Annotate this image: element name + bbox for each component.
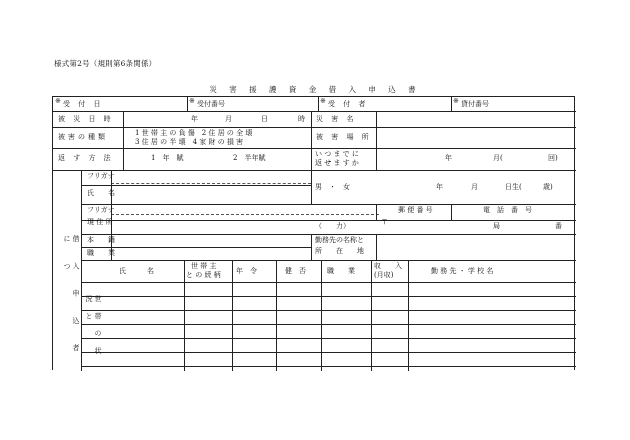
unit-year: 年 (191, 115, 198, 123)
birth-year-unit: 年 (436, 183, 443, 191)
note-mark: ※ (55, 97, 61, 105)
until-label-1: い つ ま で に (315, 150, 359, 158)
employer-label-1: 勤務先の名称と (315, 236, 364, 244)
col-relation-1: 世 帯 主 (191, 262, 217, 270)
unit-month: 月 (225, 115, 232, 123)
col-job: 職 業 (327, 267, 355, 275)
applicant-side-label: 借 入 申 込 者 に つ (63, 235, 80, 360)
form-code: 様式第2号（規則第6条関係） (54, 59, 157, 68)
phone-label: 電 話 番 号 (483, 206, 532, 214)
col-relation-2: と の 続 柄 (186, 271, 221, 279)
postal-mark: 〒 (381, 218, 388, 226)
gender-label: 男 ・ 女 (315, 183, 350, 191)
seal-mark: （ 力） (315, 222, 350, 230)
col-age: 年 令 (236, 267, 257, 275)
received-date-label: 受 付 日 (63, 100, 104, 108)
col-income-2: (月収) (374, 271, 394, 279)
birth-day-unit: 日生( (505, 183, 522, 191)
address-label: 現 住 所 (87, 218, 113, 226)
age-unit: 歳) (543, 183, 553, 191)
birth-month-unit: 月 (471, 183, 478, 191)
form-title: 災 害 援 護 資 金 借 入 申 込 書 (209, 85, 421, 94)
station-unit: 局 (493, 222, 500, 230)
note-mark: ※ (320, 97, 326, 105)
unit-hour: 時 (298, 115, 305, 123)
col-income-1: 収 入 (374, 262, 402, 270)
application-form (52, 96, 575, 370)
loan-number-label: 貸付番号 (461, 100, 489, 108)
unit-day: 日 (261, 115, 268, 123)
name-label: 氏 名 (87, 189, 115, 197)
damage-options-line2: 3 住 居 の 半 壊 4 家 財 の 損 害 (135, 138, 244, 146)
furigana-label: フリガナ (87, 172, 115, 180)
repay-times-unit: 回) (548, 154, 558, 162)
domicile-label: 本 籍 (87, 236, 115, 244)
receiver-label: 受 付 者 (328, 100, 369, 108)
repay-month-unit: 月( (493, 154, 503, 162)
col-school: 勤 務 先 ・ 学 校 名 (431, 267, 494, 275)
note-mark: ※ (189, 97, 195, 105)
repay-option-annual: 1 年 賦 (151, 154, 184, 162)
repay-method-label: 返 す 方 法 (58, 154, 114, 162)
until-label-2: 返 せ ま す か (315, 159, 359, 167)
damage-options-line1: 1 世 帯 主 の 負 傷 2 住 居 の 全 壊 (135, 129, 253, 137)
note-mark: ※ (453, 97, 459, 105)
damage-place-label: 被 害 場 所 (316, 133, 372, 141)
postal-code-label: 郵 便 番 号 (398, 206, 433, 214)
occupation-label: 職 業 (87, 249, 115, 257)
furigana2-label: フリガナ (87, 206, 115, 214)
repay-option-semiannual: 2 半年賦 (233, 154, 266, 162)
disaster-name-label: 災 害 名 (316, 115, 357, 123)
number-unit: 番 (555, 222, 562, 230)
damage-type-label: 被害の種類 (58, 133, 108, 141)
col-name: 氏 名 (119, 267, 154, 275)
received-number-label: 受付番号 (197, 100, 225, 108)
employer-label-2: 所 在 地 (315, 247, 364, 255)
household-side-label: 世 帯 の 状 況 と (85, 295, 102, 358)
repay-year-unit: 年 (445, 154, 452, 162)
disaster-date-label: 被 災 日 時 (58, 115, 114, 123)
col-health: 健 否 (285, 267, 306, 275)
